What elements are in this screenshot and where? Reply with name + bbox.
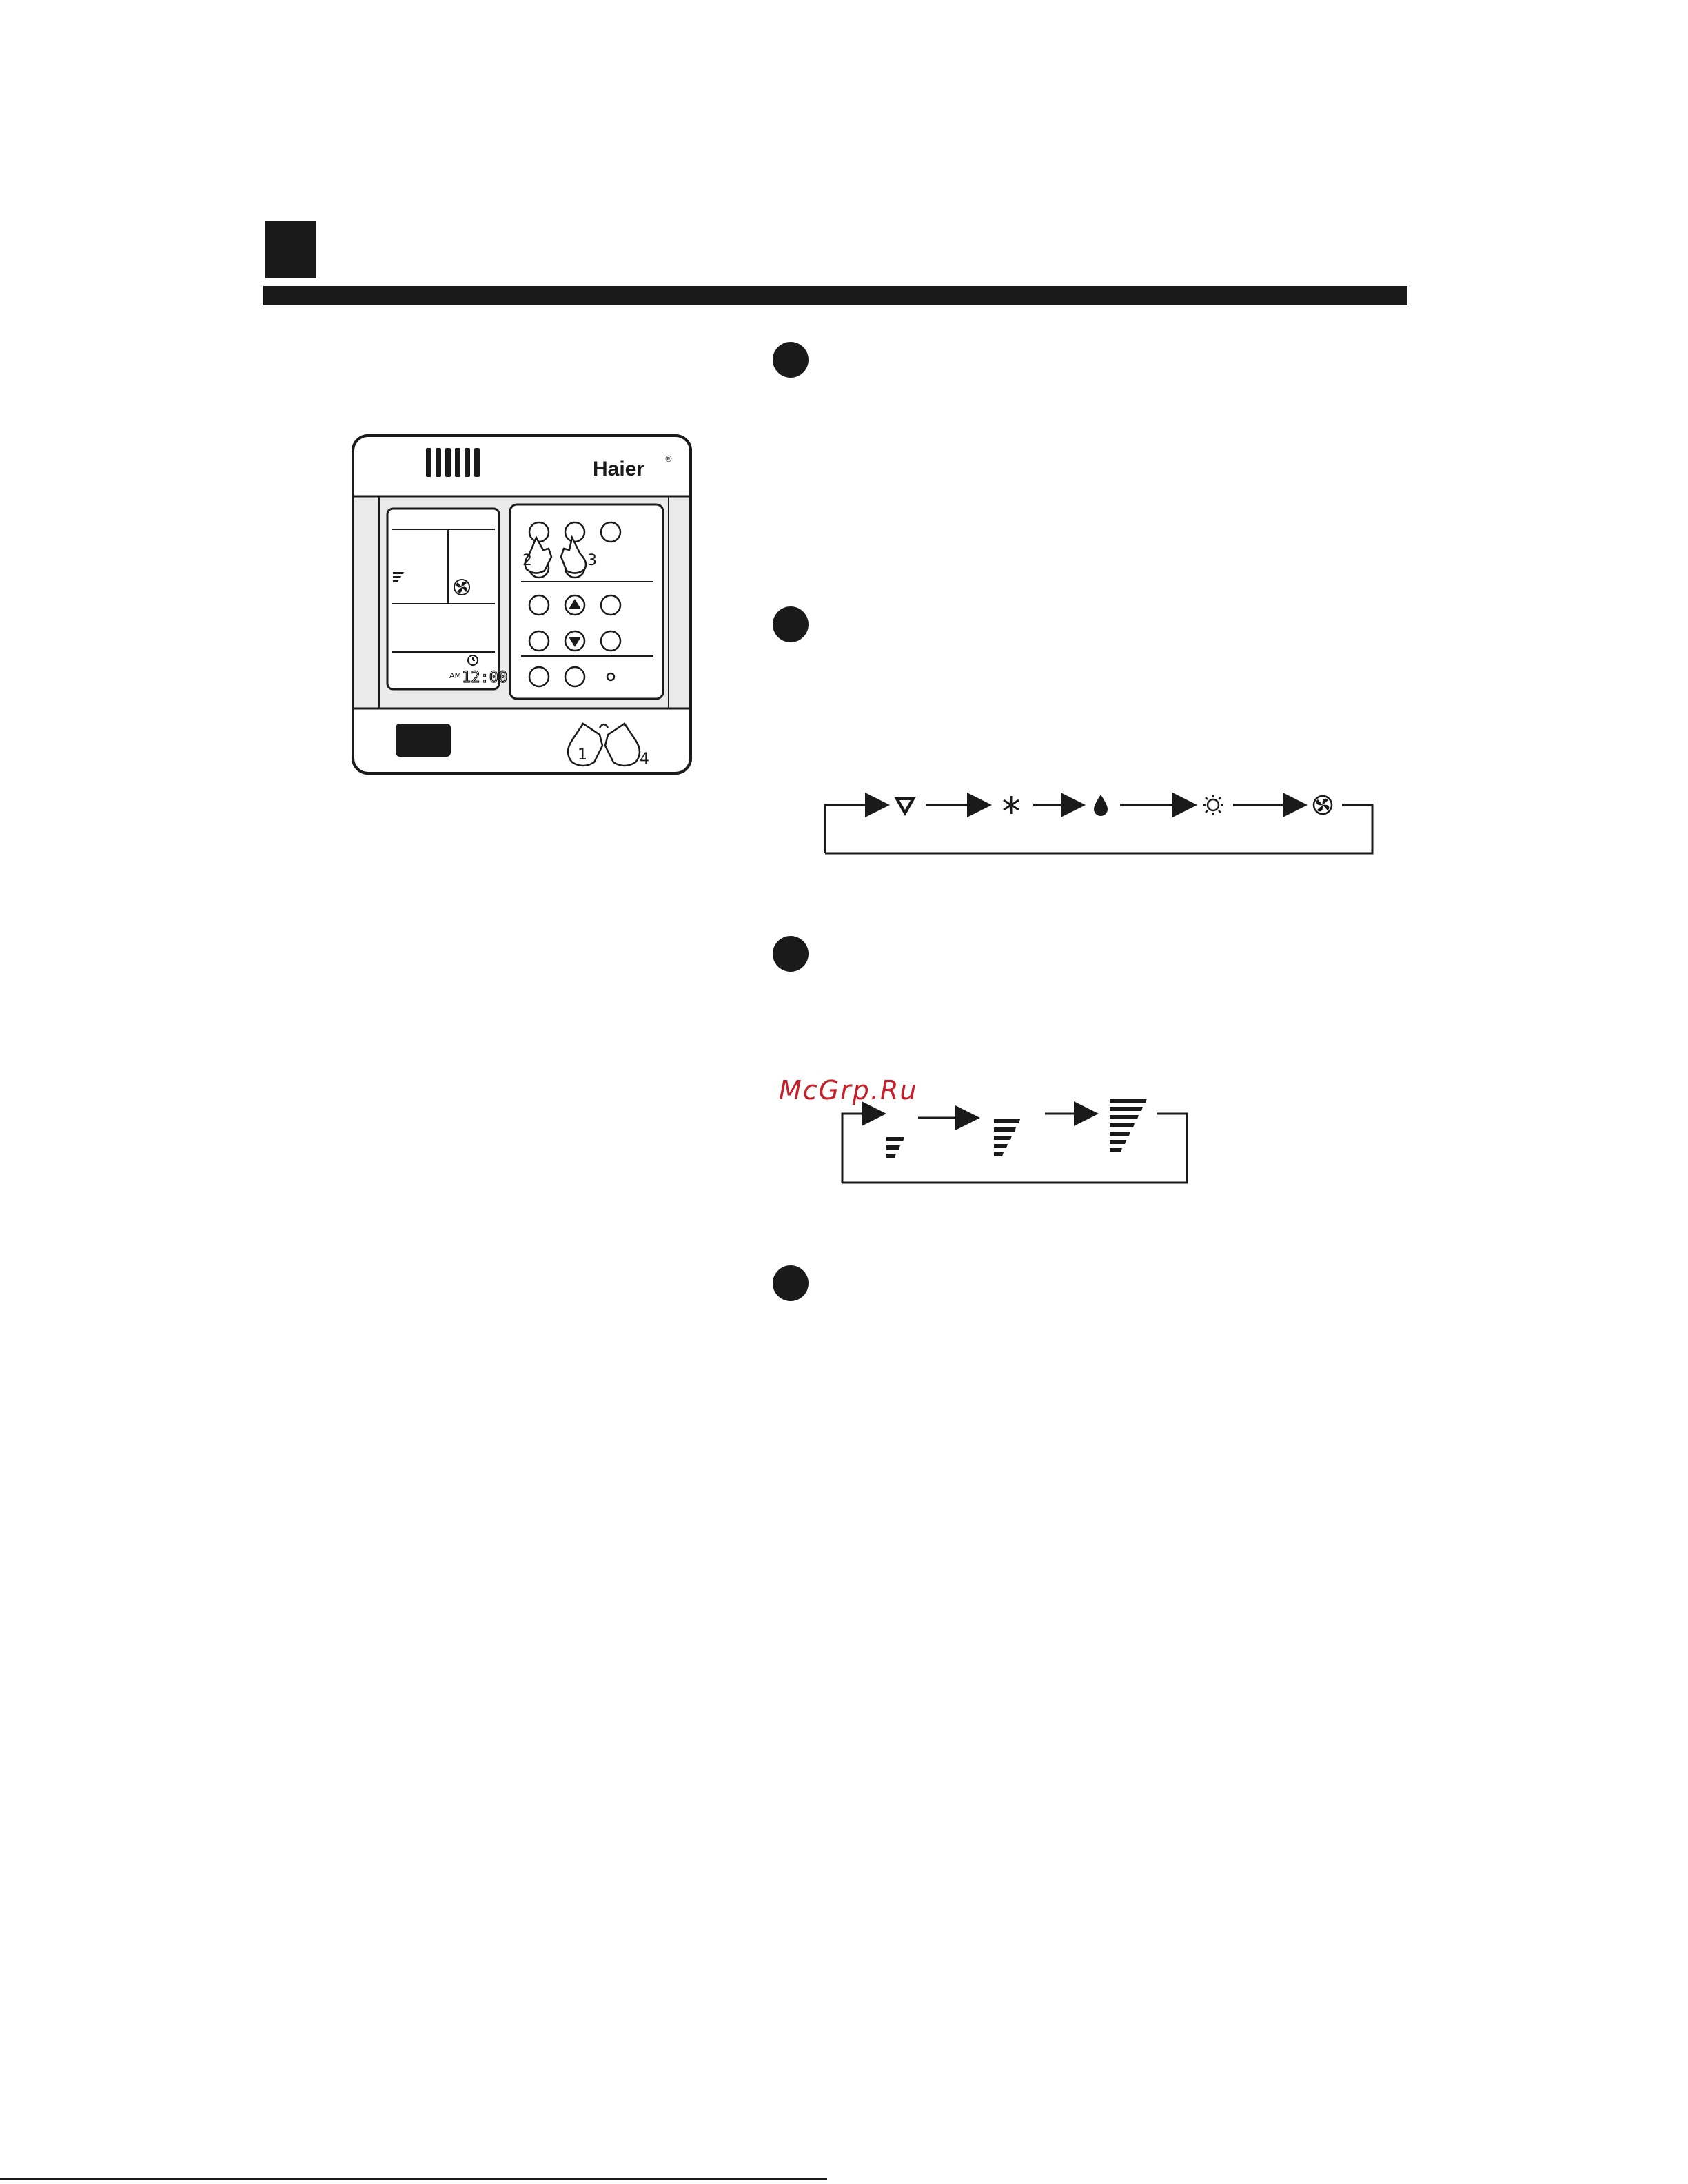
set-button[interactable] xyxy=(529,631,549,651)
cancel-button[interactable] xyxy=(601,631,620,651)
wired-controller-illustration xyxy=(345,427,703,786)
lcd-am-label: AM xyxy=(449,671,462,680)
step-marker-2 xyxy=(773,606,809,642)
callout-2: 2 xyxy=(522,552,532,569)
page-footer-rule xyxy=(0,2178,827,2180)
step-marker-4 xyxy=(773,1265,809,1301)
mode-cycle-diagram xyxy=(824,786,1389,861)
step-marker-3 xyxy=(773,936,809,972)
watermark-text: McGrp.Ru xyxy=(779,1075,918,1105)
lcd-clock-readout: 12:00 xyxy=(462,669,508,686)
lcd-display xyxy=(387,509,499,689)
check-button[interactable] xyxy=(529,667,549,686)
fan-speed-low-icon xyxy=(886,1137,904,1158)
header-rule xyxy=(263,286,1407,305)
reset-pinhole[interactable] xyxy=(607,673,614,680)
registered-mark: ® xyxy=(664,454,673,464)
lock-button[interactable] xyxy=(565,667,584,686)
callout-1: 1 xyxy=(578,746,587,764)
fan-speed-medium-icon xyxy=(994,1119,1020,1156)
droplet-dry-icon xyxy=(1094,795,1108,816)
on-off-button[interactable] xyxy=(396,724,451,757)
fan-icon xyxy=(1314,796,1332,814)
sun-heat-icon xyxy=(1203,795,1223,815)
step-marker-1 xyxy=(773,342,809,378)
fan-speed-high-icon xyxy=(1110,1099,1147,1152)
auto-icon xyxy=(894,797,916,816)
swing-button[interactable] xyxy=(601,522,620,542)
timer-button[interactable] xyxy=(529,595,549,615)
fan-speed-button[interactable] xyxy=(565,522,584,542)
callout-3: 3 xyxy=(587,552,597,569)
section-marker xyxy=(265,221,316,278)
mode-button[interactable] xyxy=(529,522,549,542)
clock-button[interactable] xyxy=(601,595,620,615)
snowflake-cool-icon xyxy=(1004,796,1019,814)
callout-4: 4 xyxy=(640,751,649,768)
fan-speed-cycle-diagram xyxy=(841,1089,1206,1185)
brand-logo: Haier xyxy=(593,458,645,480)
